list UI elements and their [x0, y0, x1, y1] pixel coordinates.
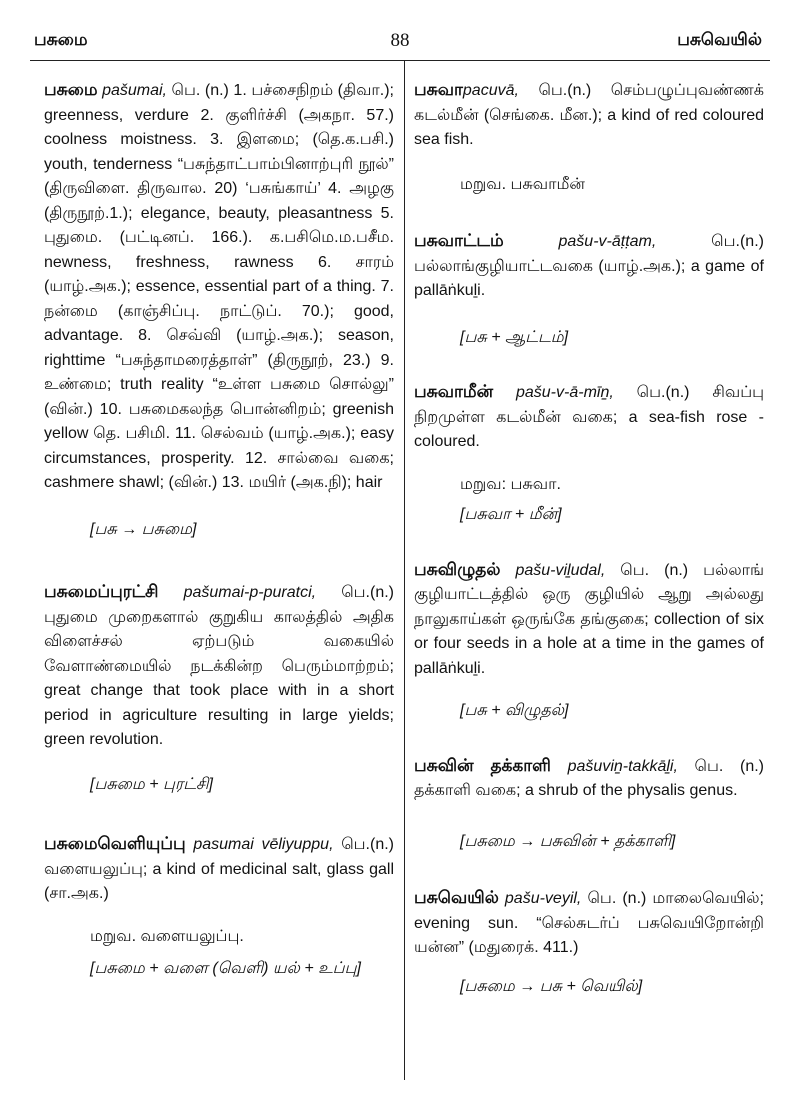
transliteration: pašuviṉ-takkāḻi, — [567, 757, 678, 775]
entry-text — [414, 380, 764, 455]
left-column — [44, 78, 394, 982]
etymology: [பசுமை + புரட்சி] — [90, 775, 213, 793]
headword: பசுவிழுதல் — [414, 559, 501, 579]
headword: பசுமைப்புரட்சி — [44, 582, 159, 601]
definition: பெ. (n.) பல்லாங் குழியாட்டத்தில் ஒரு குழியில் ஆறு அல்லது நாலுகாய்கள் ஒருங்கே தங்குகை; collection of six or four seeds in a hole at a time in the games of pallāṅkuḻi. — [414, 561, 764, 677]
entry-text — [414, 886, 764, 961]
entry-pasumai-p-puratci — [44, 580, 394, 797]
entry-pasumai — [44, 78, 394, 542]
entry-text — [414, 229, 764, 304]
transliteration: pasumai vēliyuppu, — [193, 836, 334, 853]
entry-pasuvin-takkali — [414, 754, 764, 855]
headword: பசுவாட்டம் — [414, 231, 504, 250]
definition: பெ. (n.) மாலைவெயில்; evening sun. “செல்சுடர்ப் பசுவெயிறோன்றி யன்ன” (மதுரைக். 411.) — [414, 890, 764, 956]
page-number: 88 — [390, 30, 410, 51]
etymology: [பசுமை → பசு + வெயில்] — [460, 977, 643, 995]
running-head-right: பசுவெயில் — [677, 30, 762, 49]
entry-text — [44, 580, 394, 753]
etymology: [பசு + விழுதல்] — [460, 702, 569, 719]
etymology: [பசுவா + மீன்] — [460, 506, 562, 523]
entry-pasu-v-attam — [414, 229, 764, 350]
transliteration: pašu-v-ā-mīṉ, — [515, 384, 614, 401]
transliteration: pašumai, — [102, 82, 167, 99]
headword: பசுவாமீன் — [414, 382, 494, 401]
entry-pasu-viludal — [414, 558, 764, 724]
entry-pacuva — [414, 78, 764, 197]
etymology: [பசுமை → பசுவின் + தக்காளி] — [460, 832, 676, 850]
headword: பசுவா — [414, 80, 463, 99]
column-divider — [404, 60, 405, 1080]
synonym: மறுவ. வளையலுப்பு. — [90, 927, 244, 945]
headword: பசுவின் தக்காளி — [414, 755, 551, 775]
headword: பசுமை — [44, 80, 98, 99]
entry-text — [414, 558, 764, 682]
entry-text — [414, 754, 764, 804]
etymology: [பசு → பசுமை] — [90, 520, 197, 538]
transliteration: pacuvā, — [462, 82, 519, 99]
transliteration: pašu-viḻudal, — [515, 561, 606, 579]
entry-pasumai-veliyuppu — [44, 832, 394, 982]
transliteration: pašu-veyil, — [504, 890, 582, 907]
entry-pasu-v-a-min — [414, 380, 764, 528]
definition: பெ.(n.) பல்லாங்குழியாட்டவகை (யாழ்.அக.); a game of pallāṅkuḻi. — [414, 233, 764, 299]
definition: பெ. (n.) 1. பச்சைநிறம் (திவா.); greenness, verdure 2. குளிர்ச்சி (அகநா. 57.) coolness moistness. 3. இளமை; (தெ.க.பசி.) youth, tenderness “பசுந்தாட்பாம்பினாற்புரி நூல்” (திருவிளை. திருவால. 20) ‘பசுங்காய்’ 4. அழகு (திருநூற்.1.); elegance, beauty, pleasantness 5. புதுமை. (பட்டினப். 166.). க.பசிமெ.ம.பசீம. newness, freshness, rawness 6. சாரம் (யாழ்.அக.); essence, essential part of a thing. 7. நன்மை (காஞ்சிப்பு. நாட்டுப். 70.); good, advantage. 8. செவ்வி (யாழ்.அக.); season, righttime “பசுந்தாமரைத்தாள்” (திருநூற், 23.) 9. உண்மை; truth reality “உள்ள பசுமை சொல்லு” (வின்.) 10. பசுமைகலந்த பொன்னிறம்; greenish yellow தெ. பசிமி. 11. செல்வம் (யாழ்.அக.); easy circumstances, prosperity. 12. சால்வை வகை; cashmere shawl; (வின்.) 13. மயிர் (அக.நி); hair — [44, 82, 394, 491]
headword: பசுவெயில் — [414, 888, 499, 907]
transliteration: pašumai-p-puratci, — [183, 584, 317, 601]
definition: பெ.(n.) புதுமை முறைகளால் குறுகிய காலத்தில் அதிக விளைச்சல் ஏற்படும் வகையில் வேளாண்மையில் நடக்கின்ற பெரும்மாற்றம்; great change that took place with in a short period in agriculture resulting in large yields; green revolution. — [44, 584, 394, 748]
etymology: [பசு + ஆட்டம்] — [460, 328, 569, 346]
definition: பெ. (n.) தக்காளி வகை; a shrub of the physalis genus. — [414, 757, 764, 799]
synonym: மறுவ. பசுவாமீன் — [460, 175, 585, 193]
definition: பெ.(n.) சிவப்பு நிறமுள்ள கடல்மீன் வகை; a sea-fish rose - coloured. — [414, 384, 764, 450]
right-column — [414, 78, 764, 999]
synonym: மறுவ: பசுவா. — [460, 475, 561, 493]
entry-pasu-veyil — [414, 886, 764, 999]
header-rule — [30, 60, 770, 61]
running-head-left: பசுமை — [34, 30, 88, 49]
entry-text — [414, 78, 764, 153]
entry-text — [44, 78, 394, 496]
definition: பெ.(n.) வளையலுப்பு; a kind of medicinal salt, glass gall (சா.அக.) — [44, 836, 394, 902]
transliteration: pašu-v-āṭṭam, — [558, 233, 657, 250]
entry-text — [44, 832, 394, 907]
etymology: [பசுமை + வளை (வெளி) யல் + உப்பு] — [90, 960, 361, 977]
headword: பசுமைவெளியுப்பு — [44, 834, 186, 853]
definition: பெ.(n.) செம்பழுப்புவண்ணக் கடல்மீன் (செங்கை. மீன.); a kind of red coloured sea fish. — [414, 82, 764, 148]
